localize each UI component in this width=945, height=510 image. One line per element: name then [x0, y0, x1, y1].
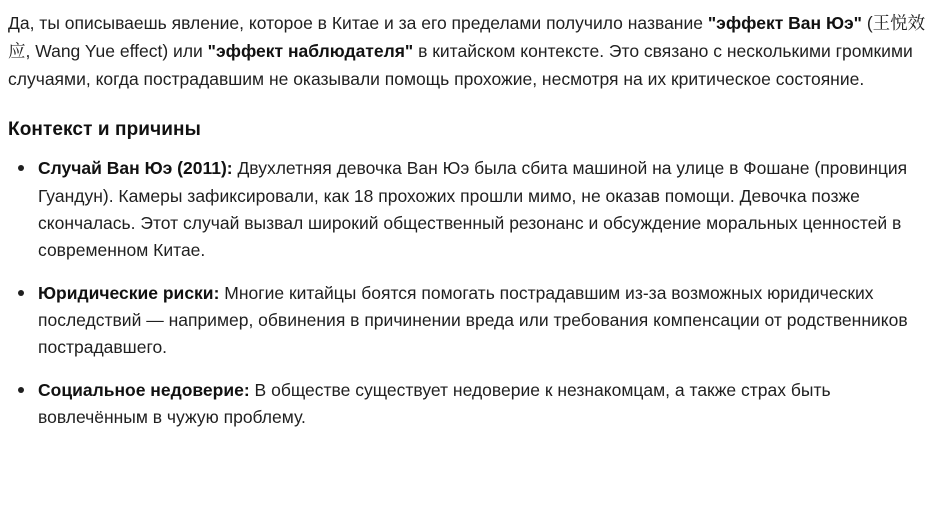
list-item [8, 280, 937, 361]
list-item-term: Случай Ван Юэ (2011): [38, 158, 233, 179]
intro-paragraph [8, 10, 937, 93]
intro-text-part4: в китайском контексте. Это связано с несколькими громкими случаями, когда пострадавшим не оказывали помощь прохожие, несмотря на их критическое состояние. [8, 41, 913, 90]
bullet-dot-icon [18, 290, 24, 296]
list-item-text: В обществе существует недоверие к незнакомцам, а также страх быть вовлечённым в чужую проблему. [38, 380, 831, 428]
list-item-text: Многие китайцы боятся помогать пострадавшим из-за возможных юридических последствий — например, обвинения в причинении вреда или требования компенсации от родственников пострадавшего. [38, 282, 908, 358]
intro-text-part3: , Wang Yue effect) или [25, 41, 208, 62]
list-item-term: Юридические риски: [38, 282, 220, 303]
list-item-text: Двухлетняя девочка Ван Юэ была сбита машиной на улице в Фошане (провинция Гуандун). Камеры зафиксировали, как 18 прохожих прошли мимо, не оказав помощи. Девочка позже скончалась. Этот случай вызвал широкий общественный резонанс и обсуждение моральных ценностей в современном Китае. [38, 158, 908, 260]
section-heading: Контекст и причины [8, 119, 201, 141]
intro-text-part1: Да, ты описываешь явление, которое в Китае и за его пределами получило название [8, 13, 708, 33]
list-item-term: Социальное недоверие: [38, 380, 250, 401]
bullet-dot-icon [18, 165, 24, 171]
intro-text-part2: ( [861, 13, 873, 33]
list-item [8, 155, 937, 264]
intro-bold-term-2: "эффект наблюдателя" [207, 41, 414, 62]
list-item [8, 377, 937, 431]
intro-chinese-term: 王悦效应 [8, 14, 926, 63]
intro-bold-term-1: "эффект Ван Юэ" [707, 13, 862, 33]
bullet-list [8, 155, 937, 431]
bullet-dot-icon [18, 387, 24, 393]
